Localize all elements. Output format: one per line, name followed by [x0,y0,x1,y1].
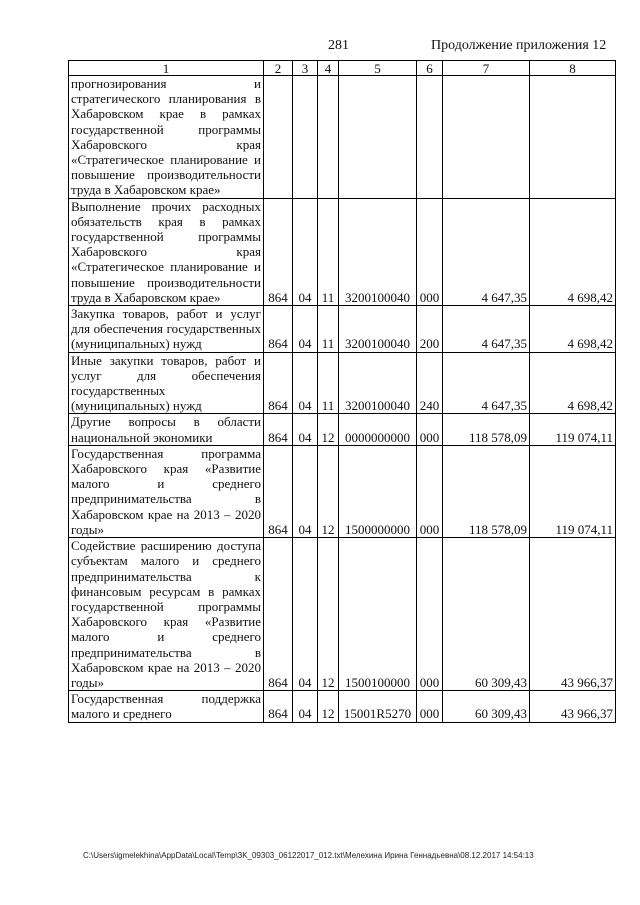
ministry-code: 864 [264,445,293,537]
section-code: 04 [293,691,318,722]
page-number: 281 [328,38,349,53]
target-code: 3200100040 [339,306,417,353]
target-code: 1500000000 [339,445,417,537]
file-path-footer: C:\Users\igmelekhina\AppData\Local\Temp\3K_09303_06122017_012.txt\Мелехина Ирина Геннадьевна\08.12.2017 14:54:13 [83,851,534,860]
subsection-code: 12 [318,414,339,445]
ministry-code: 864 [264,352,293,414]
subsection-code: 11 [318,352,339,414]
expense-type-code: 000 [417,538,443,691]
amount-second: 43 966,37 [530,691,616,722]
ministry-code: 864 [264,198,293,305]
column-number: 8 [530,61,616,76]
column-number: 4 [318,61,339,76]
section-code: 04 [293,414,318,445]
subsection-code: 11 [318,198,339,305]
column-number: 2 [264,61,293,76]
row-description: Иные закупки товаров, работ и услуг для обеспечения государственных (муниципальных) нужд [69,352,264,414]
section-code [293,76,318,199]
table-row [69,306,616,353]
amount-second: 43 966,37 [530,538,616,691]
amount-first: 4 647,35 [443,198,530,305]
amount-first: 118 578,09 [443,414,530,445]
expense-type-code: 000 [417,445,443,537]
table-row [69,538,616,691]
section-code: 04 [293,538,318,691]
section-code: 04 [293,445,318,537]
column-number: 6 [417,61,443,76]
amount-first: 60 309,43 [443,538,530,691]
expense-type-code [417,76,443,199]
section-code: 04 [293,352,318,414]
expense-type-code: 240 [417,352,443,414]
amount-second: 119 074,11 [530,445,616,537]
ministry-code: 864 [264,691,293,722]
column-number: 7 [443,61,530,76]
subsection-code: 12 [318,538,339,691]
row-description: Другие вопросы в области национальной экономики [69,414,264,445]
amount-second: 4 698,42 [530,306,616,353]
row-description: Закупка товаров, работ и услуг для обеспечения государственных (муниципальных) нужд [69,306,264,353]
amount-first: 4 647,35 [443,352,530,414]
table-row [69,691,616,722]
amount-second [530,76,616,199]
amount-second: 119 074,11 [530,414,616,445]
target-code [339,76,417,199]
target-code: 1500100000 [339,538,417,691]
subsection-code: 11 [318,306,339,353]
ministry-code [264,76,293,199]
row-description: прогнозирования и стратегического планирования в Хабаровском крае в рамках государственной программы Хабаровского края «Стратегическое планирование и повышение производительности труда в Хабаровском крае» [69,76,264,199]
budget-table [68,60,616,723]
expense-type-code: 000 [417,691,443,722]
table-row [69,445,616,537]
table-row [69,76,616,199]
ministry-code: 864 [264,414,293,445]
table-row [69,352,616,414]
amount-second: 4 698,42 [530,198,616,305]
column-number: 3 [293,61,318,76]
target-code: 0000000000 [339,414,417,445]
amount-second: 4 698,42 [530,352,616,414]
expense-type-code: 000 [417,414,443,445]
expense-type-code: 000 [417,198,443,305]
amount-first: 4 647,35 [443,306,530,353]
target-code: 3200100040 [339,352,417,414]
subsection-code [318,76,339,199]
row-description: Выполнение прочих расходных обязательств края в рамках государственной программы Хабаровского края «Стратегическое планирование и повышение производительности труда в Хабаровском крае» [69,198,264,305]
table-row [69,198,616,305]
target-code: 15001R5270 [339,691,417,722]
table-row [69,414,616,445]
section-code: 04 [293,198,318,305]
amount-first: 60 309,43 [443,691,530,722]
amount-first: 118 578,09 [443,445,530,537]
column-number: 5 [339,61,417,76]
expense-type-code: 200 [417,306,443,353]
ministry-code: 864 [264,538,293,691]
subsection-code: 12 [318,691,339,722]
target-code: 3200100040 [339,198,417,305]
section-code: 04 [293,306,318,353]
ministry-code: 864 [264,306,293,353]
row-description: Государственная программа Хабаровского края «Развитие малого и среднего предпринимательства в Хабаровском крае на 2013 – 2020 годы» [69,445,264,537]
row-description: Государственная поддержка малого и среднего [69,691,264,722]
amount-first [443,76,530,199]
subsection-code: 12 [318,445,339,537]
column-number: 1 [69,61,264,76]
row-description: Содействие расширению доступа субъектам малого и среднего предпринимательства к финансовым ресурсам в рамках государственной программы Хабаровского края «Развитие малого и среднего предпринимательства в Хабаровском крае на 2013 – 2020 годы» [69,538,264,691]
column-number-row [69,61,616,76]
continuation-label: Продолжение приложения 12 [431,38,607,53]
